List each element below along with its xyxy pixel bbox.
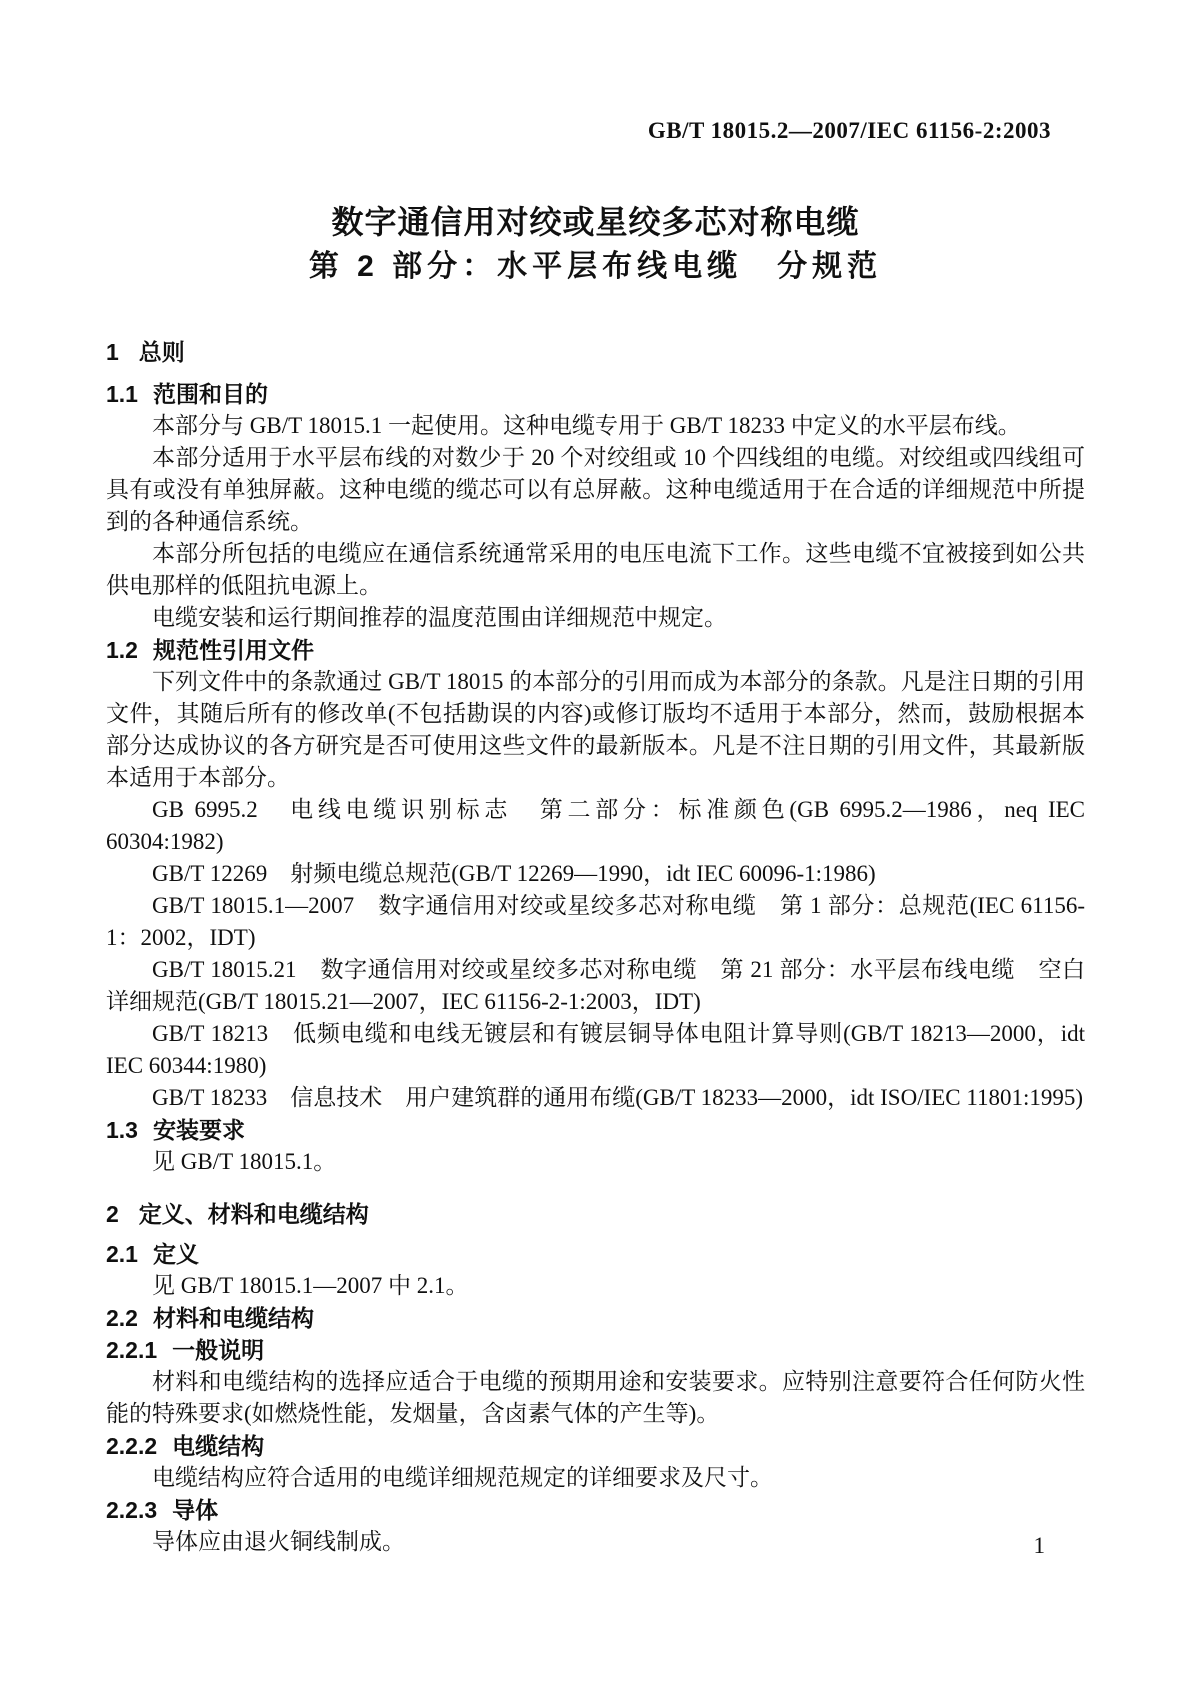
clause-title: 定义 xyxy=(152,1241,199,1267)
section-number: 1 xyxy=(106,339,119,365)
clause-title: 规范性引用文件 xyxy=(152,637,314,663)
reference-item: GB/T 12269 射频电缆总规范(GB/T 12269—1990，idt IEC 60096-1:1986) xyxy=(152,861,876,886)
section-number: 2 xyxy=(106,1201,119,1227)
reference-item: GB/T 18213 低频电缆和电线无镀层和有镀层铜导体电阻计算导则(GB/T 18213—2000，idt IEC 60344:1980) xyxy=(106,1021,1085,1078)
paragraph: 见 GB/T 18015.1。 xyxy=(152,1149,337,1174)
reference-item: GB/T 18015.1—2007 数字通信用对绞或星绞多芯对称电缆 第 1 部分：总规范(IEC 61156-1：2002，IDT) xyxy=(106,893,1085,950)
clause-1-2-heading xyxy=(106,634,1085,666)
clause-title: 一般说明 xyxy=(172,1337,265,1363)
clause-title: 材料和电缆结构 xyxy=(152,1305,314,1331)
paragraph: 电缆结构应符合适用的电缆详细规范规定的详细要求及尺寸。 xyxy=(152,1465,773,1490)
clause-title: 范围和目的 xyxy=(152,381,268,407)
clause-2-2-heading xyxy=(106,1302,1085,1334)
clause-2-2-2-heading xyxy=(106,1430,1085,1462)
clause-number: 1.2 xyxy=(106,637,138,663)
clause-number: 1.3 xyxy=(106,1117,138,1143)
clause-number: 2.2.3 xyxy=(106,1497,158,1523)
paragraph: 材料和电缆结构的选择应适合于电缆的预期用途和安装要求。应特别注意要符合任何防火性能的特殊要求(如燃烧性能，发烟量，含卤素气体的产生等)。 xyxy=(106,1369,1085,1426)
clause-number: 2.2 xyxy=(106,1305,138,1331)
paragraph: 见 GB/T 18015.1—2007 中 2.1。 xyxy=(152,1273,469,1298)
reference-item: GB/T 18233 信息技术 用户建筑群的通用布缆(GB/T 18233—2000，idt ISO/IEC 11801:1995) xyxy=(152,1085,1084,1110)
clause-1-3-heading xyxy=(106,1114,1085,1146)
page-number: 1 xyxy=(1033,1533,1045,1558)
clause-2-2-3-heading xyxy=(106,1494,1085,1526)
clause-2-1-heading xyxy=(106,1238,1085,1270)
doc-title-line2: 第 2 部分：水平层布线电缆 分规范 xyxy=(308,250,883,283)
paragraph: 本部分适用于水平层布线的对数少于 20 个对绞组或 10 个四线组的电缆。对绞组或四线组可具有或没有单独屏蔽。这种电缆的缆芯可以有总屏蔽。这种电缆适用于在合适的详细规范中所提到的各种通信系统。 xyxy=(106,445,1085,534)
clause-title: 导体 xyxy=(172,1497,219,1523)
clause-title: 安装要求 xyxy=(152,1117,245,1143)
paragraph: 导体应由退火铜线制成。 xyxy=(152,1529,405,1554)
clause-number: 2.1 xyxy=(106,1241,138,1267)
section-2-heading xyxy=(106,1198,1085,1230)
section-title: 定义、材料和电缆结构 xyxy=(138,1201,369,1227)
section-1-heading xyxy=(106,336,1085,368)
clause-number: 2.2.2 xyxy=(106,1433,158,1459)
reference-item: GB/T 18015.21 数字通信用对绞或星绞多芯对称电缆 第 21 部分：水平层布线电缆 空白详细规范(GB/T 18015.21—2007，IEC 61156-2-1:2003，IDT) xyxy=(106,957,1085,1014)
paragraph: 电缆安装和运行期间推荐的温度范围由详细规范中规定。 xyxy=(152,605,727,630)
doc-title-line1: 数字通信用对绞或星绞多芯对称电缆 xyxy=(331,204,860,240)
doc-number: GB/T 18015.2—2007/IEC 61156-2:2003 xyxy=(647,118,1051,143)
doc-title xyxy=(106,200,1085,290)
paragraph: 下列文件中的条款通过 GB/T 18015 的本部分的引用而成为本部分的条款。凡是注日期的引用文件，其随后所有的修改单(不包括勘误的内容)或修订版均不适用于本部分，然而，鼓励根据本部分达成协议的各方研究是否可使用这些文件的最新版本。凡是不注日期的引用文件，其最新版本适用于本部分。 xyxy=(106,669,1085,790)
reference-item: GB 6995.2 电线电缆识别标志 第二部分：标准颜色(GB 6995.2—1986，neq IEC 60304:1982) xyxy=(106,797,1085,854)
clause-2-2-1-heading xyxy=(106,1334,1085,1366)
clause-number: 2.2.1 xyxy=(106,1337,158,1363)
clause-1-1-heading xyxy=(106,378,1085,410)
paragraph: 本部分与 GB/T 18015.1 一起使用。这种电缆专用于 GB/T 18233 中定义的水平层布线。 xyxy=(152,413,1021,438)
paragraph: 本部分所包括的电缆应在通信系统通常采用的电压电流下工作。这些电缆不宜被接到如公共供电那样的低阻抗电源上。 xyxy=(106,541,1085,598)
clause-number: 1.1 xyxy=(106,381,138,407)
section-title: 总则 xyxy=(138,339,185,365)
clause-title: 电缆结构 xyxy=(172,1433,265,1459)
